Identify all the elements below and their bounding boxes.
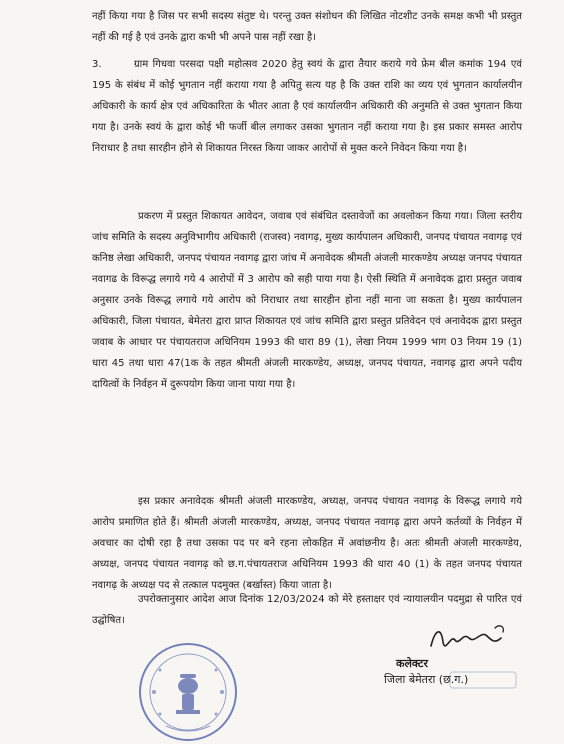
stamp-overlay-icon: [448, 668, 518, 692]
paragraph-review: प्रकरण में प्रस्तुत शिकायत आवेदन, जवाब एवं संबंधित दस्तावेजों का अवलोकन किया गया। जिला स्तरीय जांच समिति के सदस्य अनुविभागीय अधिकारी (राजस्व) नवागढ़, मुख्य कार्यपालन अधिकारी, जनपद पंचायत नवागढ़ एवं कनिष्ठ लेखा अधिकारी, जनपद पंचायत नवागढ़ द्वारा जांच में अनावेदक श्रीमती अंजली मारकण्डेय अध्यक्ष जनपद पंचायत नवागढ के विरूद्ध लगाये गये 4 आरोपों में 3 आरोप को सही पाया गया है। ऐसी स्थिति में अनावेदक द्वारा प्रस्तुत जवाब अनुसार उनके विरूद्ध लगाये गये आरोप को निराधार तथा सारहीन होना नहीं माना जा सकता है। मुख्य कार्यपालन अधिकारी, जिला पंचायत, बेमेतरा द्वारा प्राप्त शिकायत एवं जांच समिति द्वारा प्रस्तुत प्रतिवेदन एवं अनावेदक द्वारा प्रस्तुत जवाब के आधार पर पंचायतराज अधिनियम 1993 की धारा 89 (1), लेखा नियम 1999 भाग 03 नियम 19 (1) धारा 45 तथा धारा 47(1क के तहत श्रीमती अंजली मारकण्डेय, अध्यक्ष, जनपद पंचायत, नवागढ़ द्वारा अपने पदीय दायित्वों के निर्वहन में दुरूपयोग किया जाना पाया गया है।: [92, 211, 522, 390]
signature-office: जिला बेमेतरा (छ.ग.): [384, 673, 469, 686]
paragraph-conclusion: इस प्रकार अनावेदक श्रीमती अंजली मारकण्डेय, अध्यक्ष, जनपद पंचायत नवागढ़ के विरूद्ध लगाये गये आरोप प्रमाणित होते हैं। श्रीमती अंजली मारकण्डेय, अध्यक्ष, जनपद पंचायत नवागढ़ द्वारा अपने कर्तव्यों के निर्वहन में अवचार का दोषी रहा है तथा उसका पद पर बने रहना लोकहित में अवांछनीय है। अतः श्रीमती अंजली मारकण्डेय, अध्यक्ष, जनपद पंचायत नवागढ़ को छ.ग.पंचायतराज अधिनियम 1993 की धारा 40 (1) के तहत जनपद पंचायत नवागढ़ के अध्यक्ष पद से तत्काल पदमुक्त (बर्खास्त) किया जाता है।: [92, 496, 522, 591]
paragraph-order: उपरोक्तानुसार आदेश आज दिनांक 12/03/2024 को मेरे हस्ताक्षर एवं न्यायालयीन पदमुद्रा से पारित एवं उद्घोषित।: [92, 594, 522, 626]
paragraph-intro: नहीं किया गया है जिस पर सभी सदस्य संतुष्ट थे। परन्तु उक्त संशोधन की लिखित नोटशीट उनके समक्ष कभी भी प्रस्तुत नहीं की गई है एवं उनके द्वारा कभी भी अपने पास नहीं रखा है।: [92, 11, 522, 43]
paragraph-item-3: ग्राम गिधवा परसदा पक्षी महोत्सव 2020 हेतु स्वयं के द्वारा तैयार कराये गये फ्रेम बील कमांक 194 एवं 195 के संबंध में कोई भुगतान नहीं कराया गया है अपितु सत्य यह है कि उक्त राशि का व्यय एवं भुगतान कार्यालयीन अधिकारी के कार्य क्षेत्र एवं अधिकारिता के भीतर आता है एवं कार्यालयीन अधिकारी की अनुमति से उक्त भुगतान किया गया है। उनके स्वयं के द्वारा कोई भी फर्जी बील लगाकर उसका भुगतान नहीं कराया गया है। इस प्रकार समस्त आरोप निराधार है तथा सारहीन होने से शिकायत निरस्त किया जाकर आरोपों से मुक्त करने निवेदन किया गया है।: [92, 59, 522, 154]
signature-icon: [425, 620, 535, 660]
official-seal-icon: [136, 640, 240, 744]
signature-designation: कलेक्टर: [396, 657, 428, 670]
item-number-3: 3.: [92, 59, 102, 70]
